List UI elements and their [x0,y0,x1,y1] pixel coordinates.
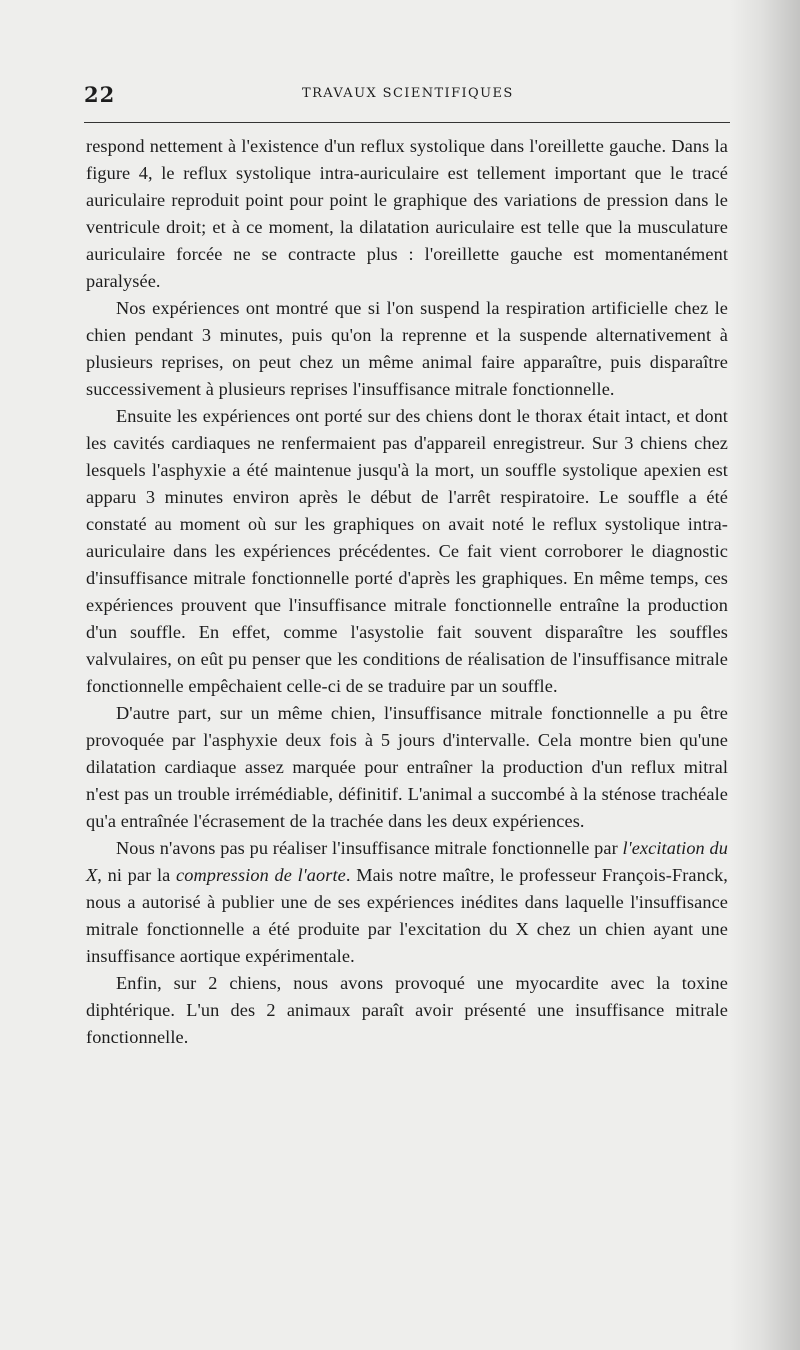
paragraph: Nos expériences ont montré que si l'on suspend la respiration artificielle chez le chien pendant 3 minutes, puis qu'on la reprenne et la suspende alternativement à plusieurs reprises, on peut chez un même animal faire apparaître, puis disparaître successivement à plusieurs reprises l'insuffisance mitrale fonctionnelle. [86,298,728,399]
body-text [86,133,728,1051]
page-edge-shadow [730,0,800,1350]
running-title: TRAVAUX SCIENTIFIQUES [302,86,514,101]
paragraph: D'autre part, sur un même chien, l'insuffisance mitrale fonctionnelle a pu être provoquée par l'asphyxie deux fois à 5 jours d'intervalle. Cela montre bien qu'une dilatation cardiaque assez marquée pour entraîner la production d'un reflux mitral n'est pas un trouble irrémédiable, définitif. L'animal a succombé à la sténose trachéale qu'a entraînée l'écrasement de la trachée dans les deux expériences. [86,703,728,831]
page-header [84,82,730,108]
page-number: 22 [84,82,116,107]
header-rule [84,122,730,123]
paragraph-text: , ni par la [97,865,177,885]
paragraph-continued: respond nettement à l'existence d'un reflux systolique dans l'oreillette gauche. Dans la figure 4, le reflux systolique intra-auriculaire est tellement important que le tracé auriculaire reproduit point pour point le graphique des variations de pression dans le ventricule droit; et à ce moment, la dilatation auriculaire est telle que la musculature auriculaire forcée ne se contracte plus : l'oreillette gauche est momentanément paralysée. [86,136,728,291]
paragraph: Ensuite les expériences ont porté sur des chiens dont le thorax était intact, et dont les cavités cardiaques ne renfermaient pas d'appareil enregistreur. Sur 3 chiens chez lesquels l'asphyxie a été maintenue jusqu'à la mort, un souffle systolique apexien est apparu 3 minutes environ après le début de l'arrêt respiratoire. Le souffle a été constaté au moment où sur les graphiques on avait noté le reflux systolique intra-auriculaire dans les expériences précédentes. Ce fait vient corroborer le diagnostic d'insuffisance mitrale fonctionnelle porté d'après les graphiques. En même temps, ces expériences prouvent que l'insuffisance mitrale fonctionnelle entraîne la production d'un souffle. En effet, comme l'asystolie fait souvent disparaître les souffles valvulaires, on eût pu penser que les conditions de réalisation de l'insuffisance mitrale fonctionnelle empêchaient celle-ci de se traduire par un souffle. [86,406,728,696]
italic-phrase: compression de l'aorte [176,865,346,885]
paragraph-text: . Mais notre maître, le professeur François-Franck, nous a autorisé à publier une de ses expériences inédites dans laquelle l'insuffisance mitrale fonctionnelle a été produite par l'excitation du X chez un chien ayant une insuffisance aortique expérimentale. [86,865,728,966]
paragraph: Enfin, sur 2 chiens, nous avons provoqué une myocardite avec la toxine diphtérique. L'un des 2 animaux paraît avoir présenté une insuffisance mitrale fonctionnelle. [86,973,728,1047]
paragraph-text: Nous n'avons pas pu réaliser l'insuffisance mitrale fonctionnelle par [116,838,623,858]
paragraph [86,835,728,970]
italic-phrase: l'excitation du X [86,838,728,885]
